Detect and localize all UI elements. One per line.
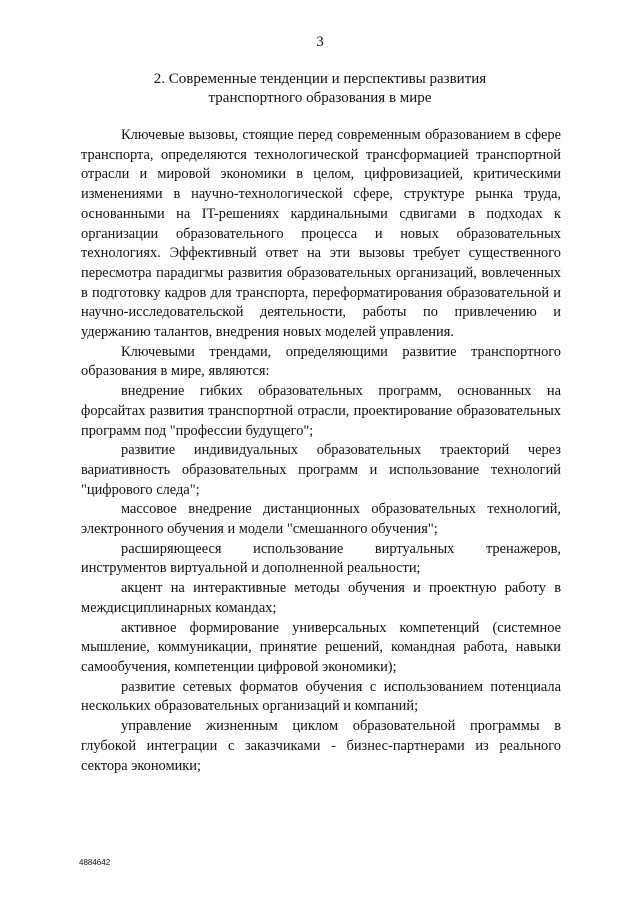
trend-item: управление жизненным циклом образовательной программы в глубокой интеграции с заказчиками - бизнес-партнерами из реального сектора экономики; [81, 718, 561, 774]
trend-item: акцент на интерактивные методы обучения и проектную работу в междисциплинарных командах; [81, 580, 561, 616]
body-text [81, 126, 561, 776]
document-code: 4884642 [79, 858, 111, 867]
paragraph-trends-intro: Ключевыми трендами, определяющими развитие транспортного образования в мире, являются: [81, 343, 561, 380]
section-heading [60, 70, 580, 108]
section-heading-line-1: 2. Современные тенденции и перспективы развития [153, 71, 487, 87]
trend-item: развитие сетевых форматов обучения с использованием потенциала нескольких образовательных организаций и компаний; [81, 678, 561, 715]
paragraph-challenges: Ключевые вызовы, стоящие перед современным образованием в сфере транспорта, определяются технологической трансформацией транспортной отрасли и мировой экономики в целом, цифровизацией, критическими изменениями в научно-технологической сфере, структуре рынка труда, основанными на IT-решениях кардинальными сдвигами в подходах к организации образовательного процесса и новых образовательных технологиях. Эффективный ответ на эти вызовы требует существенного пересмотра парадигмы развития образовательных организаций, вовлеченных в подготовку кадров для транспорта, переформатирования образовательной и научно-исследовательской деятельности, работы по привлечению и удержанию талантов, внедрения новых моделей управления. [81, 127, 561, 341]
page-number: 3 [316, 34, 324, 50]
trend-item: массовое внедрение дистанционных образовательных технологий, электронного обучения и модели "смешанного обучения"; [81, 501, 561, 538]
trend-item: внедрение гибких образовательных программ, основанных на форсайтах развития транспортной отрасли, проектирование образовательных программ под "профессии будущего"; [81, 383, 561, 439]
section-heading-line-2: транспортного образования в мире [208, 90, 432, 106]
trend-item: развитие индивидуальных образовательных траекторий через вариативность образовательных программ и использование технологий "цифрового следа"; [81, 442, 561, 498]
trend-item: расширяющееся использование виртуальных тренажеров, инструментов виртуальной и дополненной реальности; [81, 540, 561, 577]
trend-item: активное формирование универсальных компетенций (системное мышление, коммуникации, принятие решений, командная работа, навыки самообучения, компетенции цифровой экономики); [81, 619, 561, 675]
